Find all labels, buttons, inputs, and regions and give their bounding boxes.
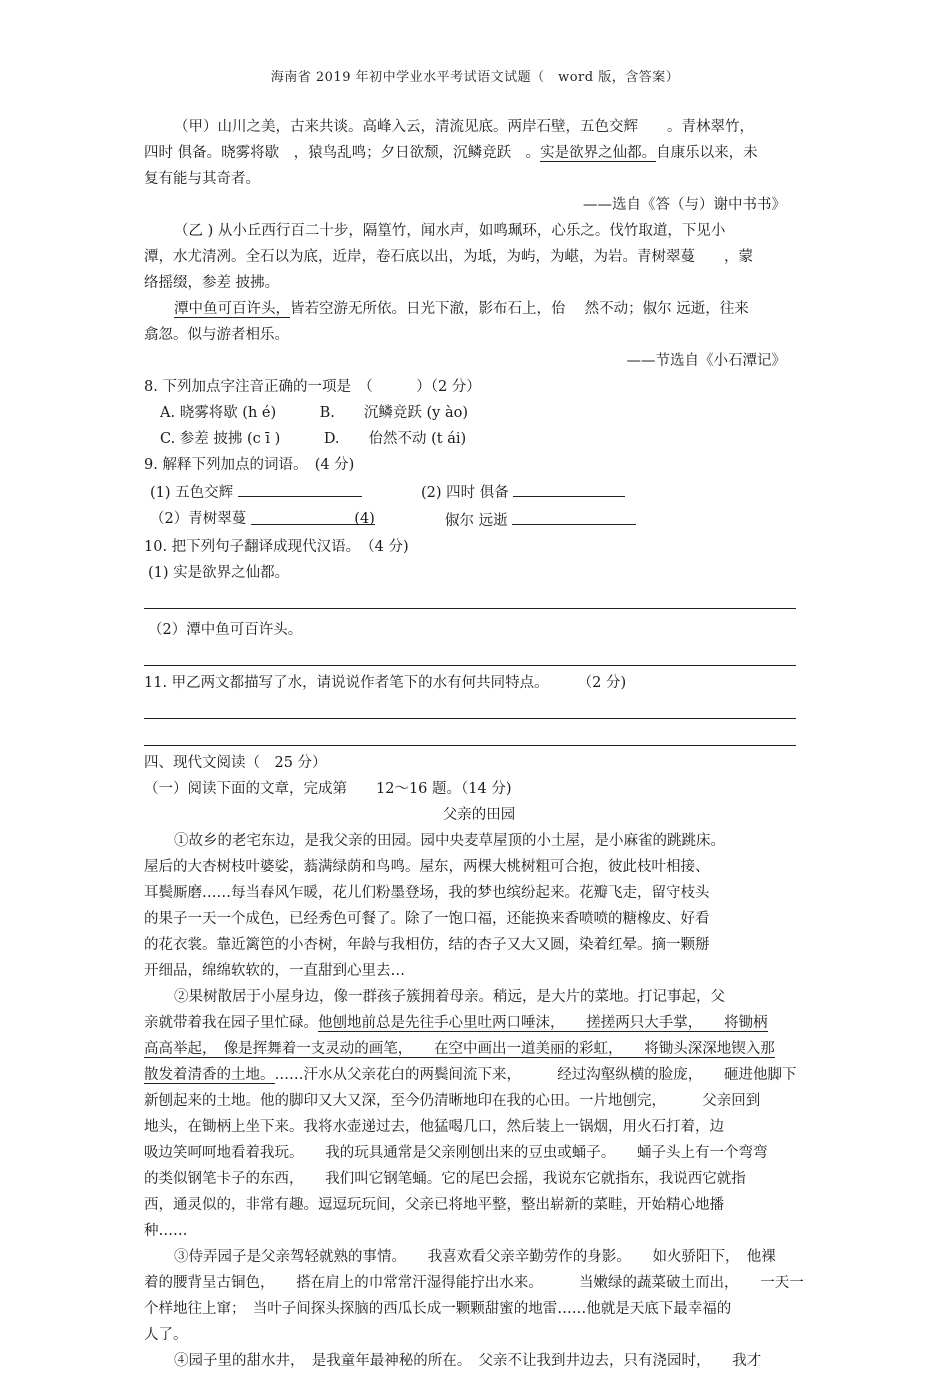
article-p1-line-2: 屋后的大杏树枝叶婆娑，蓊满绿荫和鸟鸣。屋东，两棵大桃树粗可合抱，彼此枝叶相接、: [144, 859, 710, 875]
q8-option-c: C. 参差 披拂 (c ī ): [160, 431, 281, 447]
q9-stem: 9. 解释下列加点的词语。 (4 分): [144, 457, 355, 473]
q10-answer-line-1[interactable]: [144, 586, 796, 609]
article-p1-line-1: ①故乡的老宅东边，是我父亲的田园。园中央麦草屋顶的小土屋，是小麻雀的跳跳床。: [174, 833, 725, 849]
q9-item-2-label: (2) 四时 俱备: [421, 485, 509, 501]
q9-blank-3-text: (4): [354, 511, 375, 527]
article-paragraph-2-rest: [144, 1088, 814, 1244]
q8-option-d: D. 佁然不动 (t ái): [323, 431, 467, 447]
q9-item-1: [144, 478, 415, 506]
q10-sentence-1: (1) 实是欲界之仙都。: [148, 565, 290, 581]
q9-row-1: [144, 478, 814, 506]
jia-line-2: [144, 140, 814, 166]
q8-options-ab: [144, 400, 814, 426]
yi-line-4b: 皆若空游无所依。日光下澈，影布石上，佁 然不动；俶尔 远逝，往来: [290, 301, 749, 317]
q10-sentence-2: （2）潭中鱼可百许头。: [148, 622, 303, 638]
q9-item-3-label: （2）青树翠蔓: [150, 511, 247, 527]
q8-options-cd: [144, 426, 814, 452]
q11-stem: 11. 甲乙两文都描写了水，请说说作者笔下的水有何共同特点。 （2 分): [144, 675, 627, 691]
q9-blank-2[interactable]: [513, 478, 625, 497]
q10-stem: 10. 把下列句子翻译成现代汉语。 （4 分): [144, 539, 409, 555]
article-p3-line-1: ③侍弄园子是父亲驾轻就熟的事情。 我喜欢看父亲辛勤劳作的身影。 如火骄阳下， 他裸: [174, 1249, 776, 1265]
article-paragraph-3: [144, 1244, 814, 1348]
article-p2-rest-line-6: 种……: [144, 1223, 188, 1239]
article-p2-rest-line-5: 西，通灵似的，非常有趣。逗逗玩玩间，父亲已将地平整，整出崭新的菜畦，开始精心地播: [144, 1197, 724, 1213]
article-paragraph-4: ④园子里的甜水井， 是我童年最神秘的所在。 父亲不让我到井边去，只有浇园时， 我才: [174, 1353, 762, 1369]
jia-underlined-sentence: 实是欲界之仙都。: [540, 145, 657, 161]
article-p1-line-4: 的果子一天一个成色，已经秀色可餐了。除了一饱口福，还能换来香喷喷的糖橡皮、好看: [144, 911, 710, 927]
jia-line-1: （甲）山川之美，古来共谈。高峰入云，清流见底。两岸石壁，五色交辉 。青林翠竹，: [174, 119, 754, 135]
yi-line-2: 潭，水尤清冽。全石以为底，近岸，卷石底以出，为坻，为屿，为嵁，为岩。青树翠蔓 ，蒙: [144, 249, 753, 265]
q8-option-b: B. 沉鳞竞跃 (y ào): [319, 405, 469, 421]
yi-source: ——节选自《小石潭记》: [626, 353, 786, 369]
q9-blank-3[interactable]: [251, 506, 375, 525]
q9-item-4-label: 俶尔 远逝: [445, 513, 508, 529]
q9-item-2: [415, 478, 686, 506]
article-p2-rest-line-3: 吸边笑呵呵地看着我玩。 我的玩具通常是父亲刚刨出来的豆虫或蛹子。 蛹子头上有一个弯弯: [144, 1145, 768, 1161]
jia-line-2b: 自康乐以来，未: [656, 145, 758, 161]
q8-option-a: A. 晓雾将歇 (h é): [160, 405, 277, 421]
article-p2-rest-line-4: 的类似钢笔卡子的东西， 我们叫它钢笔蛹。它的尾巴会摇，我说东它就指东，我说西它就指: [144, 1171, 746, 1187]
article-p2-line-1: ②果树散居于小屋身边，像一群孩子簇拥着母亲。稍远，是大片的菜地。打记事起，父: [174, 989, 725, 1005]
article-p2-underline-3: 散发着清香的土地。: [144, 1067, 275, 1083]
article-p2-underline-2: 高高举起， 像是挥舞着一支灵动的画笔， 在空中画出一道美丽的彩虹， 将锄头深深地锲入那: [144, 1041, 775, 1057]
article-p3-line-4: 人了。: [144, 1327, 188, 1343]
jia-source: ——选自《答（与）谢中书书》: [583, 197, 786, 213]
q11-answer-line-1[interactable]: [144, 696, 796, 719]
yi-line-3: 络摇缀，参差 披拂。: [144, 275, 280, 291]
article-p1-line-6: 开细品，绵绵软软的，一直甜到心里去…: [144, 963, 405, 979]
article-p1-line-5: 的花衣裳。靠近篱笆的小杏树，年龄与我相仿，结的杏子又大又圆，染着红晕。摘一颗掰: [144, 937, 710, 953]
yi-line-1: （乙 ) 从小丘西行百二十步，隔篁竹，闻水声，如鸣珮环，心乐之。伐竹取道，下见小: [174, 223, 726, 239]
yi-line-5: 翕忽。似与游者相乐。: [144, 327, 289, 343]
jia-line-2a: 四时 俱备。晓雾将歇 ，猿鸟乱鸣；夕日欲颓，沉鳞竞跃 。: [144, 145, 541, 161]
q9-row-2: [144, 506, 814, 534]
q8-stem: 8. 下列加点字注音正确的一项是 （ ）（2 分）: [144, 379, 481, 395]
article-p2-line-4b: ……汗水从父亲花白的两鬓间流下来， 经过沟壑纵横的脸庞， 砸进他脚下: [274, 1067, 797, 1083]
article-p3-line-3: 个样地往上窜； 当叶子间探头探脑的西瓜长成一颗颗甜蜜的地雷……他就是天底下最幸福的: [144, 1301, 732, 1317]
article-p3-line-2: 着的腰背呈古铜色， 搭在肩上的巾常常汗湿得能拧出水来。 当嫩绿的蔬菜破土而出， 一天一: [144, 1275, 804, 1291]
q9-item-4: [415, 506, 710, 534]
q9-item-3: [144, 506, 415, 534]
jia-line-3: 复有能与其奇者。: [144, 171, 260, 187]
q9-blank-1[interactable]: [238, 478, 362, 497]
q9-item-1-label: (1) 五色交辉: [150, 485, 234, 501]
section-4-sub: （一）阅读下面的文章，完成第 12～16 题。（14 分): [144, 781, 512, 797]
article-p2-rest-line-2: 地头，在锄柄上坐下来。我将水壶递过去，他猛喝几口，然后装上一锅烟，用火石打着，边: [144, 1119, 724, 1135]
article-p2-rest-line-1: 新刨起来的土地。他的脚印又大又深，至今仍清晰地印在我的心田。一片地刨完， 父亲回到: [144, 1093, 761, 1109]
yi-line-4: [144, 296, 814, 322]
article-paragraph-1: [144, 828, 814, 984]
article-p1-line-3: 耳鬓厮磨……每当春风乍暖，花儿们粉墨登场，我的梦也缤纷起来。花瓣飞走，留守枝头: [144, 885, 710, 901]
article-title: 父亲的田园: [442, 807, 516, 823]
yi-underlined-sentence: 潭中鱼可百许头，: [174, 301, 290, 317]
section-4-title: 四、现代文阅读（ 25 分）: [144, 755, 327, 771]
article-p2-line-3: [144, 1036, 814, 1062]
article-p2-underline-1: 他刨地前总是先往手心里吐两口唾沫， 搓搓两只大手掌， 将锄柄: [318, 1015, 768, 1031]
article-p2-line-2: [144, 1010, 814, 1036]
article-p2-line-2a: 亲就带着我在园子里忙碌。: [144, 1015, 318, 1031]
page-header: 海南省 2019 年初中学业水平考试语文试题（ word 版，含答案）: [270, 70, 680, 85]
q9-blank-4[interactable]: [512, 506, 636, 525]
q11-answer-line-2[interactable]: [144, 723, 796, 746]
q10-answer-line-2[interactable]: [144, 643, 796, 666]
exam-content: [144, 114, 814, 1374]
article-p2-line-4: [144, 1062, 814, 1088]
